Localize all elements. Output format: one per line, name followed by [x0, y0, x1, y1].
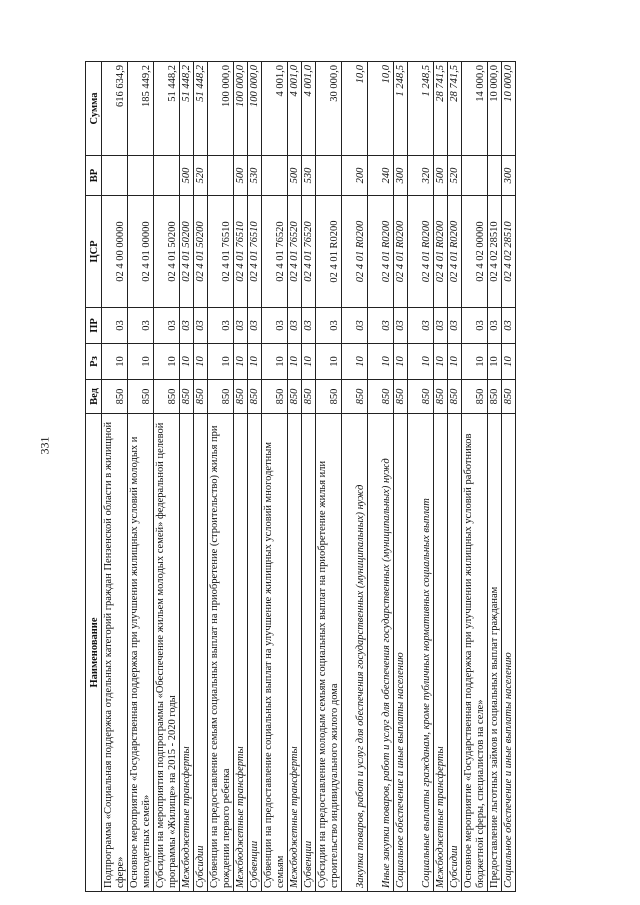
cell-rz: 10	[102, 344, 128, 380]
cell-name: Социальное обеспечение и иные выплаты населению	[502, 414, 516, 892]
cell-sum: 51 448,2	[194, 62, 208, 156]
cell-pr: 03	[368, 308, 394, 344]
cell-sum: 100 000,0	[234, 62, 248, 156]
cell-sum: 10,0	[342, 62, 368, 156]
cell-vr: 530	[248, 156, 262, 196]
cell-rz: 10	[408, 344, 434, 380]
table-row	[502, 62, 516, 892]
cell-sum: 51 448,2	[180, 62, 194, 156]
cell-rz: 10	[208, 344, 234, 380]
table-row	[234, 62, 248, 892]
cell-csr: 02 4 01 R0200	[368, 196, 394, 308]
table-row	[102, 62, 128, 892]
cell-ved: 850	[194, 380, 208, 414]
cell-rz: 10	[488, 344, 502, 380]
cell-name: Межбюджетные трансферты	[234, 414, 248, 892]
cell-vr	[154, 156, 180, 196]
cell-vr: 520	[448, 156, 462, 196]
cell-name: Субвенции на предоставление социальных выплат на улучшение жилищных условий многодетным семьям	[262, 414, 288, 892]
rotated-table-container	[85, 62, 570, 892]
cell-rz: 10	[448, 344, 462, 380]
table-row	[180, 62, 194, 892]
table-row	[394, 62, 408, 892]
cell-pr: 03	[208, 308, 234, 344]
cell-rz: 10	[434, 344, 448, 380]
cell-name: Субсидии	[448, 414, 462, 892]
page-number: 331	[37, 436, 52, 455]
cell-vr: 500	[434, 156, 448, 196]
cell-name: Межбюджетные трансферты	[288, 414, 302, 892]
header-vr: ВР	[86, 156, 102, 196]
cell-sum: 14 000,0	[462, 62, 488, 156]
header-name: Наименование	[86, 414, 102, 892]
cell-rz: 10	[462, 344, 488, 380]
cell-name: Субвенции на предоставление семьям социальных выплат на приобретение (строительство) жилья при рождении первого ребенка	[208, 414, 234, 892]
cell-name: Субсидии на мероприятия подпрограммы «Обеспечение жильем молодых семей» федеральной целевой программы «Жилище» на 2015 - 2020 годы	[154, 414, 180, 892]
cell-sum: 185 449,2	[128, 62, 154, 156]
cell-ved: 850	[234, 380, 248, 414]
cell-name: Межбюджетные трансферты	[180, 414, 194, 892]
cell-sum: 10,0	[368, 62, 394, 156]
cell-ved: 850	[154, 380, 180, 414]
cell-pr: 03	[248, 308, 262, 344]
cell-csr: 02 4 02 00000	[462, 196, 488, 308]
cell-vr: 500	[288, 156, 302, 196]
cell-vr	[128, 156, 154, 196]
cell-pr: 03	[502, 308, 516, 344]
cell-csr: 02 4 02 28510	[502, 196, 516, 308]
cell-vr	[208, 156, 234, 196]
cell-csr: 02 4 01 76520	[288, 196, 302, 308]
cell-pr: 03	[316, 308, 342, 344]
cell-ved: 850	[316, 380, 342, 414]
cell-vr: 520	[194, 156, 208, 196]
table-row	[194, 62, 208, 892]
cell-ved: 850	[342, 380, 368, 414]
cell-csr: 02 4 01 R0200	[342, 196, 368, 308]
cell-rz: 10	[154, 344, 180, 380]
cell-name: Субсидии	[194, 414, 208, 892]
cell-sum: 100 000,0	[248, 62, 262, 156]
cell-ved: 850	[128, 380, 154, 414]
cell-ved: 850	[262, 380, 288, 414]
cell-sum: 616 634,9	[102, 62, 128, 156]
header-pr: ПР	[86, 308, 102, 344]
cell-name: Социальное обеспечение и иные выплаты населению	[394, 414, 408, 892]
cell-csr: 02 4 01 R0200	[434, 196, 448, 308]
cell-ved: 850	[302, 380, 316, 414]
cell-sum: 10 000,0	[502, 62, 516, 156]
cell-name: Подпрограмма «Социальная поддержка отдельных категорий граждан Пензенской области в жилищной сфере»	[102, 414, 128, 892]
cell-pr: 03	[128, 308, 154, 344]
cell-rz: 10	[262, 344, 288, 380]
cell-vr: 500	[180, 156, 194, 196]
cell-pr: 03	[462, 308, 488, 344]
cell-ved: 850	[448, 380, 462, 414]
cell-pr: 03	[408, 308, 434, 344]
cell-pr: 03	[448, 308, 462, 344]
cell-vr: 300	[502, 156, 516, 196]
table-row	[302, 62, 316, 892]
cell-pr: 03	[154, 308, 180, 344]
table-row	[154, 62, 180, 892]
table-row	[316, 62, 342, 892]
cell-pr: 03	[234, 308, 248, 344]
table-row	[262, 62, 288, 892]
cell-vr	[262, 156, 288, 196]
cell-name: Межбюджетные трансферты	[434, 414, 448, 892]
cell-name: Иные закупки товаров, работ и услуг для обеспечения государственных (муниципальных) нужд	[368, 414, 394, 892]
cell-sum: 4 001,0	[288, 62, 302, 156]
header-rz: Рз	[86, 344, 102, 380]
cell-rz: 10	[194, 344, 208, 380]
budget-table	[85, 61, 516, 892]
cell-ved: 850	[462, 380, 488, 414]
cell-sum: 30 000,0	[316, 62, 342, 156]
cell-csr: 02 4 01 R0200	[448, 196, 462, 308]
table-row	[288, 62, 302, 892]
cell-vr: 300	[394, 156, 408, 196]
cell-ved: 850	[248, 380, 262, 414]
cell-pr: 03	[288, 308, 302, 344]
cell-name: Субвенции	[248, 414, 262, 892]
table-row	[488, 62, 502, 892]
cell-ved: 850	[208, 380, 234, 414]
cell-rz: 10	[234, 344, 248, 380]
cell-rz: 10	[128, 344, 154, 380]
cell-pr: 03	[302, 308, 316, 344]
cell-sum: 1 248,5	[408, 62, 434, 156]
cell-pr: 03	[342, 308, 368, 344]
cell-csr: 02 4 01 50200	[154, 196, 180, 308]
cell-rz: 10	[316, 344, 342, 380]
cell-ved: 850	[488, 380, 502, 414]
cell-csr: 02 4 01 76520	[262, 196, 288, 308]
cell-csr: 02 4 01 00000	[128, 196, 154, 308]
cell-pr: 03	[102, 308, 128, 344]
header-ved: Вед	[86, 380, 102, 414]
table-row	[128, 62, 154, 892]
cell-name: Основное мероприятие «Государственная поддержка при улучшении жилищных условий молодых и многодетных семей»	[128, 414, 154, 892]
cell-csr: 02 4 01 R0200	[408, 196, 434, 308]
cell-vr	[462, 156, 488, 196]
cell-vr: 240	[368, 156, 394, 196]
cell-sum: 4 001,0	[302, 62, 316, 156]
cell-csr: 02 4 01 76510	[248, 196, 262, 308]
cell-sum: 51 448,2	[154, 62, 180, 156]
cell-csr: 02 4 01 50200	[180, 196, 194, 308]
cell-rz: 10	[248, 344, 262, 380]
cell-csr: 02 4 01 76510	[208, 196, 234, 308]
cell-csr: 02 4 01 76520	[302, 196, 316, 308]
cell-csr: 02 4 02 28510	[488, 196, 502, 308]
cell-pr: 03	[194, 308, 208, 344]
cell-ved: 850	[288, 380, 302, 414]
cell-vr: 320	[408, 156, 434, 196]
cell-ved: 850	[368, 380, 394, 414]
cell-pr: 03	[488, 308, 502, 344]
cell-sum: 1 248,5	[394, 62, 408, 156]
cell-sum: 100 000,0	[208, 62, 234, 156]
cell-rz: 10	[288, 344, 302, 380]
cell-ved: 850	[434, 380, 448, 414]
cell-vr: 530	[302, 156, 316, 196]
cell-pr: 03	[434, 308, 448, 344]
cell-rz: 10	[180, 344, 194, 380]
cell-name: Субвенции	[302, 414, 316, 892]
cell-csr: 02 4 01 50200	[194, 196, 208, 308]
cell-vr	[102, 156, 128, 196]
cell-name: Предоставление льготных займов и социальных выплат гражданам	[488, 414, 502, 892]
cell-name: Закупка товаров, работ и услуг для обеспечения государственных (муниципальных) нужд	[342, 414, 368, 892]
cell-sum: 28 741,5	[434, 62, 448, 156]
table-row	[248, 62, 262, 892]
cell-csr: 02 4 01 R0200	[394, 196, 408, 308]
cell-sum: 4 001,0	[262, 62, 288, 156]
cell-rz: 10	[368, 344, 394, 380]
cell-ved: 850	[102, 380, 128, 414]
cell-vr: 200	[342, 156, 368, 196]
cell-name: Основное мероприятие «Государственная поддержка при улучшении жилищных условий работников бюджетной сферы, специалистов на селе»	[462, 414, 488, 892]
cell-name: Социальные выплаты гражданам, кроме публичных нормативных социальных выплат	[408, 414, 434, 892]
cell-rz: 10	[394, 344, 408, 380]
cell-vr	[316, 156, 342, 196]
table-row	[342, 62, 368, 892]
cell-rz: 10	[302, 344, 316, 380]
table-row	[448, 62, 462, 892]
table-row	[408, 62, 434, 892]
cell-rz: 10	[502, 344, 516, 380]
table-row	[208, 62, 234, 892]
cell-csr: 02 4 01 R0200	[316, 196, 342, 308]
table-row	[462, 62, 488, 892]
cell-csr: 02 4 01 76510	[234, 196, 248, 308]
cell-name: Субсидии на предоставление молодым семьям социальных выплат на приобретение жилья или строительство индивидуального жилого дома	[316, 414, 342, 892]
cell-csr: 02 4 00 00000	[102, 196, 128, 308]
cell-vr: 500	[234, 156, 248, 196]
header-sum: Сумма	[86, 62, 102, 156]
cell-rz: 10	[342, 344, 368, 380]
cell-ved: 850	[408, 380, 434, 414]
header-csr: ЦСР	[86, 196, 102, 308]
table-header-row	[86, 62, 102, 892]
cell-pr: 03	[180, 308, 194, 344]
table-row	[434, 62, 448, 892]
cell-pr: 03	[394, 308, 408, 344]
cell-pr: 03	[262, 308, 288, 344]
cell-ved: 850	[502, 380, 516, 414]
cell-ved: 850	[180, 380, 194, 414]
table-body	[102, 62, 516, 892]
cell-sum: 28 741,5	[448, 62, 462, 156]
cell-vr	[488, 156, 502, 196]
table-row	[368, 62, 394, 892]
cell-sum: 10 000,0	[488, 62, 502, 156]
cell-ved: 850	[394, 380, 408, 414]
